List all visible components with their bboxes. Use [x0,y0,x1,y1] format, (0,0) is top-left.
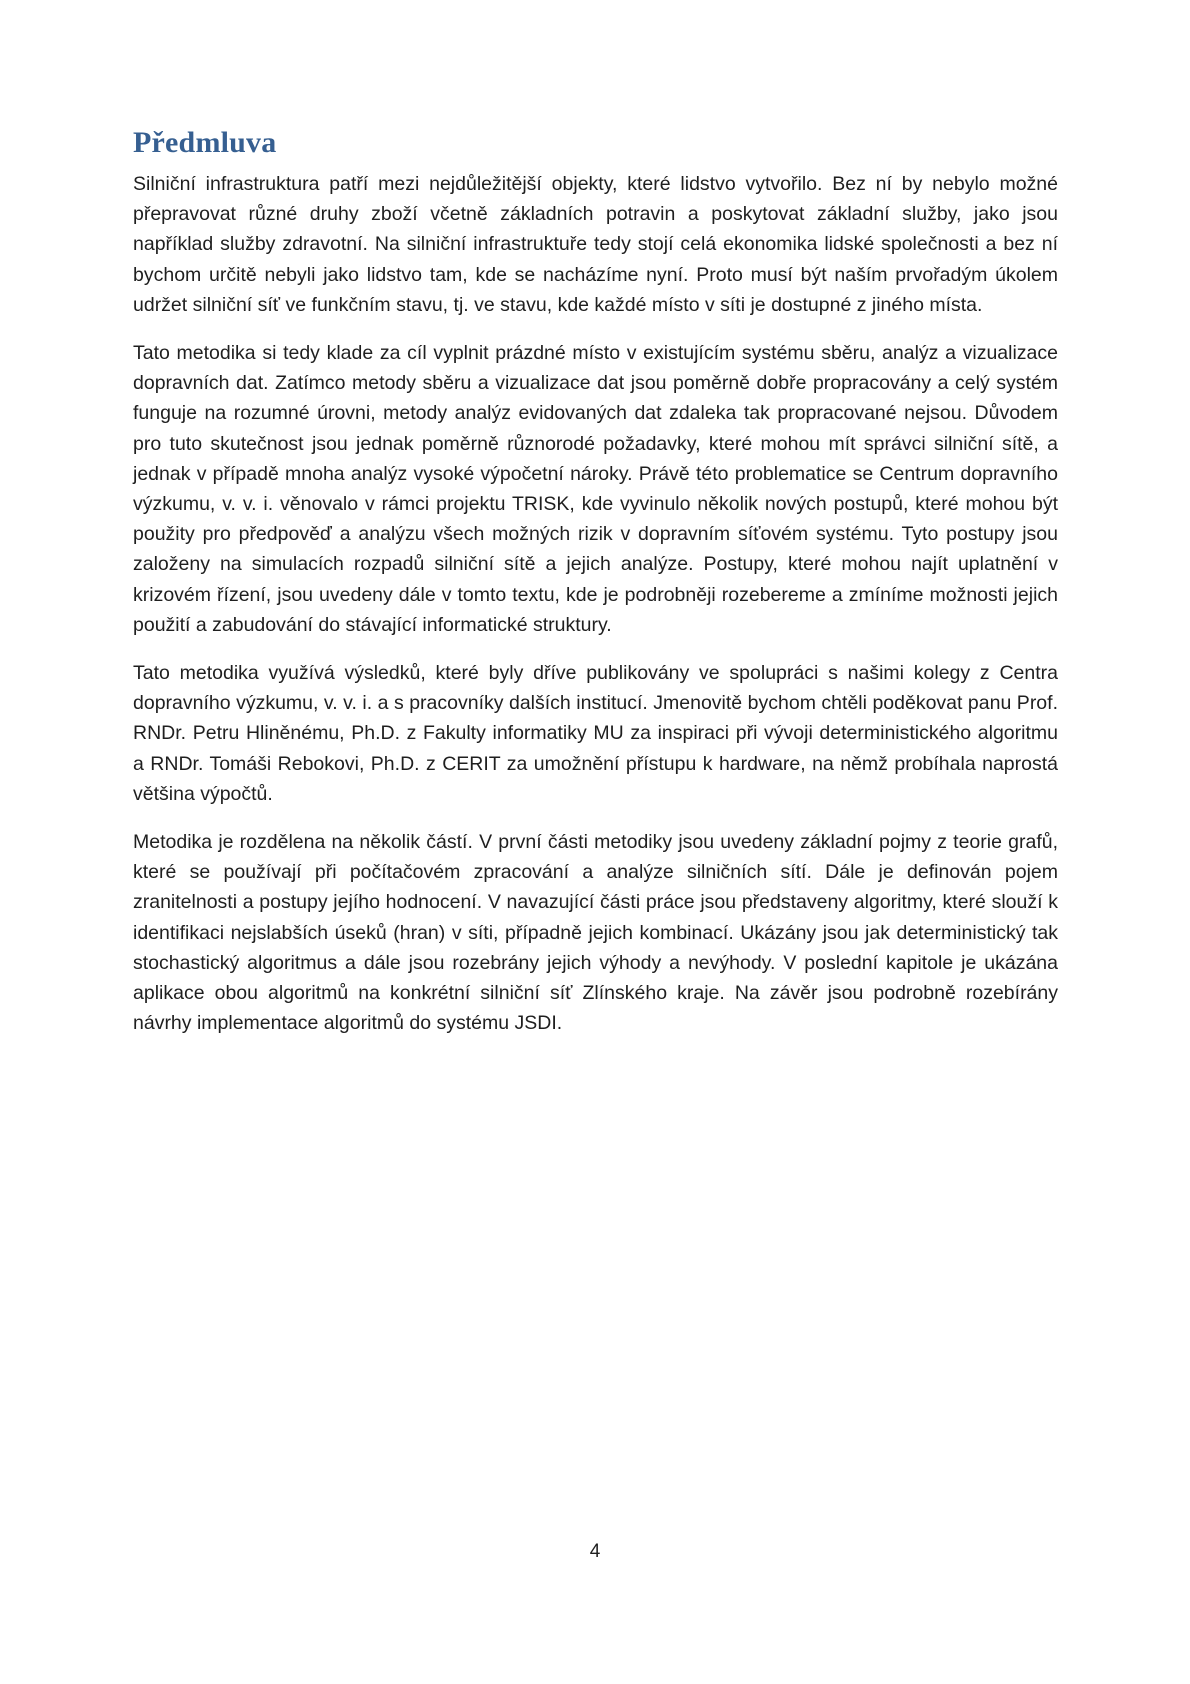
paragraph-2: Tato metodika si tedy klade za cíl vyplnit prázdné místo v existujícím systému sběru, analýz a vizualizace dopravních dat. Zatímco metody sběru a vizualizace dat jsou poměrně dobře propracovány a celý systém funguje na rozumné úrovni, metody analýz evidovaných dat zdaleka tak propracované nejsou. Důvodem pro tuto skutečnost jsou jednak poměrně různorodé požadavky, které mohou mít správci silniční sítě, a jednak v případě mnoha analýz vysoké výpočetní nároky. Právě této problematice se Centrum dopravního výzkumu, v. v. i. věnovalo v rámci projektu TRISK, kde vyvinulo několik nových postupů, které mohou být použity pro předpověď a analýzu všech možných rizik v dopravním síťovém systému. Tyto postupy jsou založeny na simulacích rozpadů silniční sítě a jejich analýze. Postupy, které mohou najít uplatnění v krizovém řízení, jsou uvedeny dále v tomto textu, kde je podrobněji rozebereme a zmíníme možnosti jejich použití a zabudování do stávající informatické struktury. [133,342,1058,636]
paragraph-1: Silniční infrastruktura patří mezi nejdůležitější objekty, které lidstvo vytvořilo. Bez ní by nebylo možné přepravovat různé druhy zboží včetně základních potravin a poskytovat základní služby, jako jsou například služby zdravotní. Na silniční infrastruktuře tedy stojí celá ekonomika lidské společnosti a bez ní bychom určitě nebyli jako lidstvo tam, kde se nacházíme nyní. Proto musí být naším prvořadým úkolem udržet silniční síť ve funkčním stavu, tj. ve stavu, kde každé místo v síti je dostupné z jiného místa. [133,173,1058,316]
page-number: 4 [589,1541,601,1562]
paragraph-3: Tato metodika využívá výsledků, které byly dříve publikovány ve spolupráci s našimi kolegy z Centra dopravního výzkumu, v. v. i. a s pracovníky dalších institucí. Jmenovitě bychom chtěli poděkovat panu Prof. RNDr. Petru Hliněnému, Ph.D. z Fakulty informatiky MU za inspiraci při vývoji deterministického algoritmu a RNDr. Tomáši Rebokovi, Ph.D. z CERIT za umožnění přístupu k hardware, na němž probíhala naprostá většina výpočtů. [133,662,1058,805]
paragraph-4: Metodika je rozdělena na několik částí. V první části metodiky jsou uvedeny základní pojmy z teorie grafů, které se používají při počítačovém zpracování a analýze silničních sítí. Dále je definován pojem zranitelnosti a postupy jejího hodnocení. V navazující části práce jsou představeny algoritmy, které slouží k identifikaci nejslabších úseků (hran) v síti, případně jejich kombinací. Ukázány jsou jak deterministický tak stochastický algoritmus a dále jsou rozebrány jejich výhody a nevýhody. V poslední kapitole je ukázána aplikace obou algoritmů na konkrétní silniční síť Zlínského kraje. Na závěr jsou podrobně rozebírány návrhy implementace algoritmů do systému JSDI. [133,831,1058,1035]
section-heading: Předmluva [133,126,277,159]
page-content [133,126,1058,1056]
